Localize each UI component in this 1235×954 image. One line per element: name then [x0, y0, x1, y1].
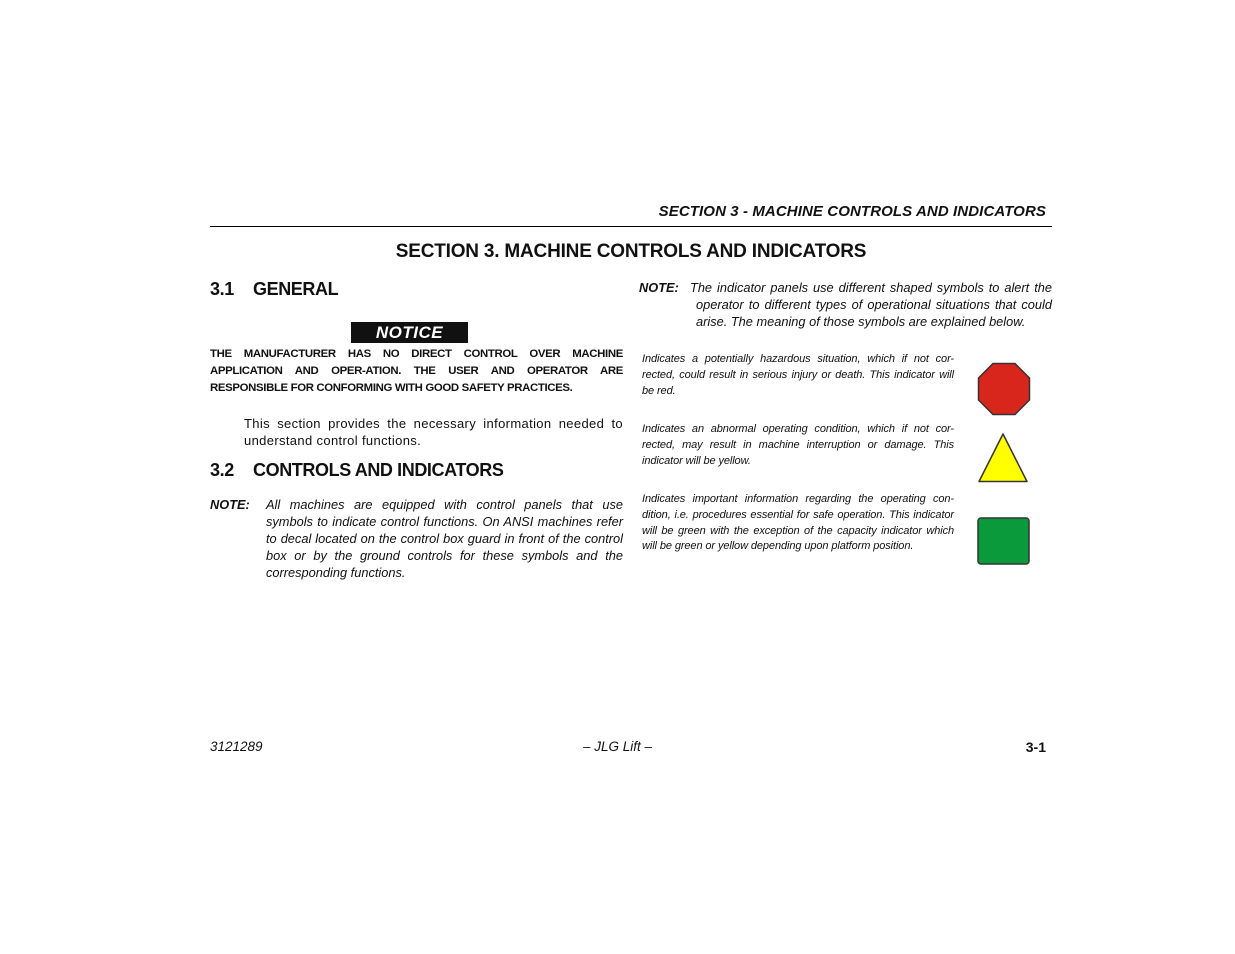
indicator-yellow-text: Indicates an abnormal operating condition, which if not cor-rected, may result in machine interruption or damage. This indicator will be yellow. — [642, 423, 954, 467]
heading-title: CONTROLS AND INDICATORS — [253, 460, 504, 480]
footer-doc-number: 3121289 — [210, 739, 263, 754]
note-label: NOTE: — [210, 497, 250, 512]
note-text: All machines are equipped with control panels that use symbols to indicate control functions. On ANSI machines refer to decal located on the control box guard in front of the control box or by the ground controls for these symbols and the corresponding functions. — [266, 497, 623, 580]
general-body-text: This section provides the necessary information needed to understand control functions. — [244, 416, 623, 448]
red-octagon-icon — [977, 362, 1031, 416]
heading-controls — [210, 460, 503, 481]
indicator-green-text: Indicates important information regarding the operating con-dition, i.e. procedures essential for safe operation. This indicator will be green with the exception of the capacity indicator which will be green or yellow depending upon platform position. — [642, 493, 954, 553]
green-square-icon — [977, 517, 1030, 565]
footer-center-text: – JLG Lift – — [582, 739, 653, 754]
notice-badge: NOTICE — [351, 322, 468, 343]
indicator-red-text: Indicates a potentially hazardous situation, which if not cor-rected, could result in serious injury or death. This indicator will be red. — [642, 353, 954, 397]
heading-title: GENERAL — [253, 279, 339, 299]
controls-note — [210, 496, 623, 581]
heading-number: 3.2 — [210, 460, 234, 480]
indicators-note — [639, 279, 1052, 330]
yellow-triangle-icon — [977, 432, 1029, 483]
running-header: SECTION 3 - MACHINE CONTROLS AND INDICATORS — [658, 203, 1046, 220]
note-label: NOTE: — [639, 280, 679, 295]
heading-number: 3.1 — [210, 279, 234, 299]
header-rule — [210, 226, 1052, 227]
heading-general — [210, 279, 338, 300]
footer-page-number: 3-1 — [1025, 739, 1046, 755]
notice-text: THE MANUFACTURER HAS NO DIRECT CONTROL OVER MACHINE APPLICATION AND OPER-ATION. THE USER AND OPERATOR ARE RESPONSIBLE FOR CONFORMING WITH GOOD SAFETY PRACTICES. — [210, 348, 623, 394]
note-text: The indicator panels use different shaped symbols to alert the operator to different types of operational situations that could arise. The meaning of those symbols are explained below. — [690, 280, 1052, 329]
section-title: SECTION 3. MACHINE CONTROLS AND INDICATORS — [395, 241, 867, 262]
